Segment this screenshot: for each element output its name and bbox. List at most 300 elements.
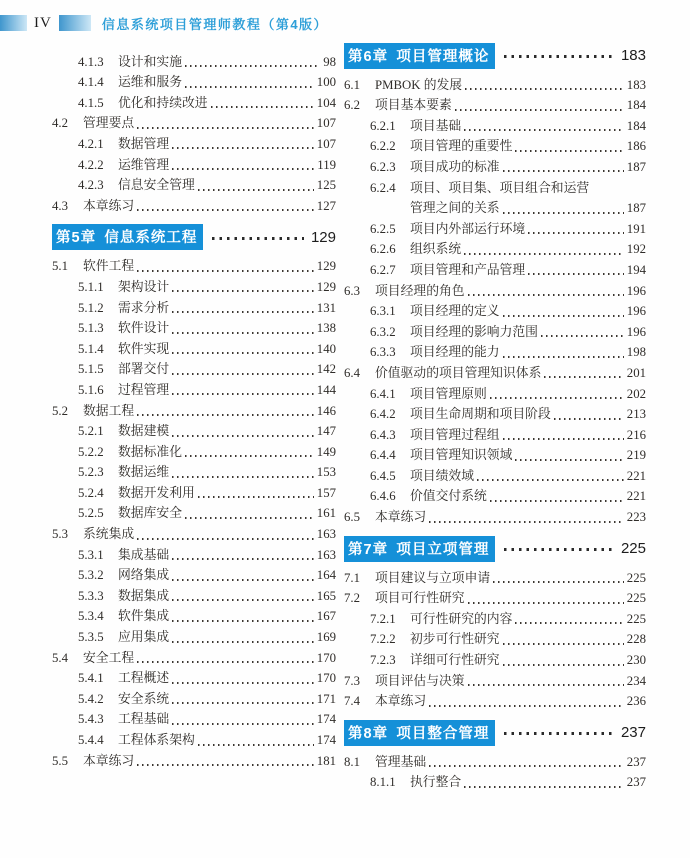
entry-title: 信息安全管理 xyxy=(118,178,195,193)
header-accent-bar-icon xyxy=(59,15,91,31)
dot-leader xyxy=(172,641,314,643)
toc-entry xyxy=(344,506,646,527)
entry-page-number: 216 xyxy=(626,427,646,442)
toc-entry xyxy=(52,338,336,359)
entry-number: 4.2.3 xyxy=(78,178,104,193)
entry-page-number: 223 xyxy=(626,510,646,525)
entry-title: 执行整合 xyxy=(410,775,462,790)
toc-entry xyxy=(344,772,646,793)
entry-number: 5.3 xyxy=(52,527,68,542)
entry-title: 集成基础 xyxy=(118,547,170,562)
dot-leader xyxy=(172,599,314,601)
entry-title: 运维管理 xyxy=(118,157,170,172)
dot-leader xyxy=(503,438,624,440)
toc-right-column xyxy=(344,44,646,792)
entry-title: 项目内外部运行环境 xyxy=(410,221,526,236)
dot-leader xyxy=(515,150,623,152)
dot-leader xyxy=(137,414,314,416)
entry-title: 过程管理 xyxy=(118,382,170,397)
entry-number: 4.1.5 xyxy=(78,95,104,110)
chapter-page-number: 183 xyxy=(620,47,646,64)
book-title: 信息系统项目管理师教程（第4版） xyxy=(101,16,329,32)
entry-title: 软件实现 xyxy=(118,341,170,356)
entry-title: 项目基础 xyxy=(410,118,462,133)
entry-number: 5.2 xyxy=(52,403,68,418)
entry-page-number: 228 xyxy=(626,632,646,647)
dot-leader xyxy=(172,682,314,684)
toc-entry xyxy=(52,585,336,606)
dot-leader xyxy=(490,500,624,502)
entry-page-number: 187 xyxy=(626,201,646,216)
entry-title: 数据管理 xyxy=(118,136,170,151)
dot-leader xyxy=(464,786,624,788)
entry-page-number: 236 xyxy=(626,694,646,709)
entry-number: 5.1.1 xyxy=(78,279,104,294)
entry-page-number: 138 xyxy=(316,321,336,336)
toc-entry xyxy=(344,567,646,588)
dot-leader xyxy=(185,517,314,519)
entry-title: 工程体系架构 xyxy=(118,733,195,747)
entry-number: 6.4.5 xyxy=(370,468,396,483)
entry-title: 项目管理过程组 xyxy=(410,427,500,442)
page-number-label: IV xyxy=(34,14,52,31)
entry-number: 6.2 xyxy=(344,98,360,113)
dot-leader xyxy=(477,479,624,481)
toc-entry xyxy=(344,342,646,363)
toc-entry xyxy=(52,729,336,750)
toc-entry xyxy=(52,318,336,339)
toc-entry xyxy=(52,523,336,544)
toc-entry-continuation xyxy=(344,198,646,219)
toc-entry xyxy=(344,177,646,198)
entry-page-number: 191 xyxy=(626,221,646,236)
entry-number: 7.3 xyxy=(344,673,360,688)
entry-title: 数据集成 xyxy=(118,588,170,603)
entry-page-number: 119 xyxy=(317,157,336,172)
chapter-page-number: 225 xyxy=(620,540,646,558)
dot-leader xyxy=(503,664,624,666)
entry-page-number: 169 xyxy=(316,630,336,645)
entry-page-number: 171 xyxy=(316,691,336,706)
toc-entry xyxy=(344,95,646,116)
toc-entry xyxy=(344,670,646,691)
dot-leader xyxy=(185,65,320,67)
entry-page-number: 187 xyxy=(626,159,646,174)
entry-page-number: 142 xyxy=(316,362,336,377)
entry-page-number: 186 xyxy=(626,139,646,154)
dot-leader xyxy=(503,170,624,172)
entry-title: 项目生命周期和项目阶段 xyxy=(410,407,551,422)
entry-page-number: 192 xyxy=(626,242,646,257)
entry-title: PMBOK 的发展 xyxy=(375,77,463,92)
entry-number: 5.2.2 xyxy=(78,444,104,459)
entry-number: 5.1.6 xyxy=(78,382,104,397)
toc-entry xyxy=(52,688,336,709)
dot-leader xyxy=(172,373,314,375)
entry-number: 4.2 xyxy=(52,116,68,131)
entry-page-number: 164 xyxy=(316,568,336,583)
entry-number: 5.3.4 xyxy=(78,609,104,624)
toc-entry xyxy=(52,626,336,647)
dot-leader xyxy=(503,315,624,317)
entry-number: 6.2.7 xyxy=(370,262,396,277)
header-accent-bar-icon xyxy=(0,15,27,31)
entry-number: 5.4.3 xyxy=(78,712,104,727)
toc-entry xyxy=(52,92,336,113)
entry-number: 6.3.2 xyxy=(370,324,396,339)
entry-title: 项目经理的定义 xyxy=(410,304,500,319)
entry-number: 8.1.1 xyxy=(370,775,396,790)
entry-page-number: 170 xyxy=(316,671,336,686)
entry-page-number: 125 xyxy=(316,178,336,193)
entry-page-number: 104 xyxy=(316,95,336,110)
entry-title: 项目绩效域 xyxy=(410,468,474,483)
entry-number: 5.4.1 xyxy=(78,671,104,686)
entry-page-number: 157 xyxy=(316,485,336,500)
entry-page-number: 174 xyxy=(316,712,336,727)
entry-page-number: 202 xyxy=(626,386,646,401)
toc-entry xyxy=(344,465,646,486)
toc-chapter-row xyxy=(52,226,336,249)
entry-title: 项目基本要素 xyxy=(375,98,452,113)
toc-entry xyxy=(344,608,646,629)
toc-entry xyxy=(344,239,646,260)
toc-entry xyxy=(344,259,646,280)
entry-number: 5.4.2 xyxy=(78,691,104,706)
entry-page-number: 237 xyxy=(626,775,646,790)
entry-number: 6.2.3 xyxy=(370,159,396,174)
dot-leader xyxy=(493,581,624,583)
entry-title: 软件工程 xyxy=(83,259,135,274)
entry-number: 5.1 xyxy=(52,259,68,274)
toc-entry xyxy=(52,709,336,730)
dot-leader xyxy=(172,147,314,149)
entry-page-number: 167 xyxy=(316,609,336,624)
entry-number: 7.2.1 xyxy=(370,611,396,626)
dot-leader xyxy=(528,273,624,275)
entry-page-number: 213 xyxy=(626,407,646,422)
entry-number: 5.1.4 xyxy=(78,341,104,356)
toc-entry xyxy=(52,462,336,483)
chapter-heading-badge: 第8章 项目整合管理 xyxy=(344,720,495,746)
entry-number: 7.2 xyxy=(344,591,360,606)
entry-number: 5.4 xyxy=(52,650,68,665)
dot-leader xyxy=(172,393,314,395)
entry-page-number: 129 xyxy=(316,279,336,294)
chapter-page-number: 237 xyxy=(620,724,646,742)
toc-entry xyxy=(344,691,646,712)
toc-entry xyxy=(52,482,336,503)
entry-number: 5.3.5 xyxy=(78,630,104,645)
entry-number: 5.1.5 xyxy=(78,362,104,377)
dot-leader xyxy=(503,356,624,358)
entry-number: 6.4.1 xyxy=(370,386,396,401)
entry-page-number: 225 xyxy=(626,591,646,606)
toc-entry xyxy=(52,606,336,627)
toc-chapter-row xyxy=(344,537,646,560)
toc-entry xyxy=(344,629,646,650)
toc-entry xyxy=(52,72,336,93)
toc-entry xyxy=(344,588,646,609)
dot-leader xyxy=(137,209,314,211)
toc-entry xyxy=(344,404,646,425)
dot-leader xyxy=(429,705,624,707)
entry-title: 数据运维 xyxy=(118,465,170,480)
entry-page-number: 219 xyxy=(626,448,646,463)
dot-leader xyxy=(465,88,624,90)
entry-number: 4.1.4 xyxy=(78,75,104,90)
entry-page-number: 196 xyxy=(626,283,646,298)
entry-title: 项目管理知识领域 xyxy=(410,448,513,463)
entry-page-number: 165 xyxy=(316,588,336,603)
entry-title: 项目建议与立项申请 xyxy=(375,570,491,585)
dot-leader xyxy=(515,459,623,461)
entry-page-number: 161 xyxy=(316,506,336,521)
toc-entry xyxy=(52,379,336,400)
dot-leader xyxy=(429,521,624,523)
dot-leader xyxy=(541,335,624,337)
entry-page-number: 129 xyxy=(316,259,336,274)
entry-title: 管理基础 xyxy=(375,754,427,769)
entry-number: 7.2.3 xyxy=(370,653,396,668)
entry-number: 5.4.4 xyxy=(78,733,104,747)
entry-title: 需求分析 xyxy=(118,300,170,315)
chapter-heading-badge: 第7章 项目立项管理 xyxy=(344,536,495,562)
toc-entry xyxy=(52,276,336,297)
entry-title: 安全系统 xyxy=(118,691,170,706)
entry-page-number: 131 xyxy=(316,300,336,315)
entry-number: 7.2.2 xyxy=(370,632,396,647)
entry-number: 5.1.2 xyxy=(78,300,104,315)
entry-number: 6.3.3 xyxy=(370,345,396,360)
entry-page-number: 174 xyxy=(316,733,336,747)
entry-title: 软件集成 xyxy=(118,609,170,624)
entry-title: 项目管理和产品管理 xyxy=(410,262,526,277)
toc-entry xyxy=(52,51,336,72)
dot-leader xyxy=(198,496,314,498)
toc-entry xyxy=(52,400,336,421)
toc-entry xyxy=(344,321,646,342)
entry-number: 5.3.2 xyxy=(78,568,104,583)
dot-leader xyxy=(211,106,314,108)
toc-entry xyxy=(52,256,336,277)
toc-entry xyxy=(344,649,646,670)
toc-entry xyxy=(52,195,336,216)
dot-leader xyxy=(503,212,624,214)
entry-title: 管理要点 xyxy=(83,116,135,131)
entry-page-number: 221 xyxy=(626,468,646,483)
dot-leader xyxy=(172,702,314,704)
entry-number: 6.2.2 xyxy=(370,139,396,154)
dot-leader xyxy=(198,189,314,191)
entry-page-number: 184 xyxy=(626,98,646,113)
toc-entry xyxy=(52,565,336,586)
entry-number: 5.2.4 xyxy=(78,485,104,500)
toc-entry xyxy=(344,301,646,322)
entry-page-number: 98 xyxy=(323,54,336,69)
dot-leader xyxy=(455,109,624,111)
entry-page-number: 221 xyxy=(626,489,646,504)
entry-title: 本章练习 xyxy=(83,753,135,768)
dot-leader xyxy=(198,744,314,746)
entry-number: 4.2.1 xyxy=(78,136,104,151)
entry-title: 安全工程 xyxy=(83,650,135,665)
entry-title: 工程基础 xyxy=(118,712,170,727)
toc-entry xyxy=(344,156,646,177)
entry-page-number: 183 xyxy=(626,77,646,92)
entry-number: 4.2.2 xyxy=(78,157,104,172)
dot-leader xyxy=(515,622,623,624)
dot-leader xyxy=(468,684,624,686)
toc-entry xyxy=(344,383,646,404)
toc-entry xyxy=(52,544,336,565)
dot-leader xyxy=(528,232,624,234)
dot-leader xyxy=(468,294,624,296)
dot-leader xyxy=(137,538,314,540)
entry-page-number: 100 xyxy=(316,75,336,90)
entry-number: 5.2.5 xyxy=(78,506,104,521)
entry-title: 管理之间的关系 xyxy=(410,201,500,216)
dot-leader xyxy=(137,127,314,129)
entry-title: 设计和实施 xyxy=(118,54,182,69)
toc-chapter-row xyxy=(344,44,646,67)
entry-title: 价值驱动的项目管理知识体系 xyxy=(375,365,542,380)
entry-page-number: 196 xyxy=(626,304,646,319)
entry-title: 初步可行性研究 xyxy=(410,632,500,647)
dot-leader xyxy=(503,643,624,645)
entry-title: 可行性研究的内容 xyxy=(410,611,513,626)
toc-entry xyxy=(52,359,336,380)
entry-title: 本章练习 xyxy=(375,694,427,709)
toc-entry xyxy=(344,218,646,239)
entry-number: 7.1 xyxy=(344,570,360,585)
entry-title: 本章练习 xyxy=(83,198,135,213)
entry-page-number: 144 xyxy=(316,382,336,397)
chapter-heading-badge: 第6章 项目管理概论 xyxy=(344,43,495,69)
entry-page-number: 107 xyxy=(316,136,336,151)
toc-entry xyxy=(344,362,646,383)
entry-page-number: 163 xyxy=(316,527,336,542)
dot-leader xyxy=(172,332,314,334)
toc-entry xyxy=(52,175,336,196)
toc-entry xyxy=(52,647,336,668)
dot-leader xyxy=(464,253,624,255)
entry-number: 6.4.3 xyxy=(370,427,396,442)
entry-page-number: 163 xyxy=(316,547,336,562)
toc-entry xyxy=(344,445,646,466)
toc-entry xyxy=(52,750,336,771)
entry-number: 4.3 xyxy=(52,198,68,213)
dot-leader xyxy=(185,455,314,457)
toc-entry xyxy=(52,668,336,689)
entry-number: 6.4.4 xyxy=(370,448,396,463)
entry-number: 6.5 xyxy=(344,510,360,525)
entry-page-number: 153 xyxy=(316,465,336,480)
dot-leader xyxy=(490,397,624,399)
entry-number: 6.2.1 xyxy=(370,118,396,133)
toc-entry xyxy=(344,424,646,445)
entry-title: 数据工程 xyxy=(83,403,135,418)
dot-leader xyxy=(504,548,614,551)
entry-page-number: 237 xyxy=(626,754,646,769)
entry-title: 应用集成 xyxy=(118,630,170,645)
entry-title: 项目成功的标准 xyxy=(410,159,500,174)
dot-leader xyxy=(172,435,314,437)
entry-number: 6.3 xyxy=(344,283,360,298)
entry-page-number: 201 xyxy=(626,365,646,380)
dot-leader xyxy=(137,661,314,663)
dot-leader xyxy=(172,620,314,622)
entry-page-number: 140 xyxy=(316,341,336,356)
toc-entry xyxy=(52,297,336,318)
entry-title: 项目管理原则 xyxy=(410,386,487,401)
dot-leader xyxy=(185,86,314,88)
entry-number: 4.1.3 xyxy=(78,54,104,69)
toc-entry xyxy=(344,74,646,95)
dot-leader xyxy=(554,418,624,420)
entry-number: 5.2.1 xyxy=(78,424,104,439)
entry-number: 5.1.3 xyxy=(78,321,104,336)
toc-entry xyxy=(344,136,646,157)
entry-title: 系统集成 xyxy=(83,527,135,542)
entry-title: 架构设计 xyxy=(118,279,170,294)
entry-page-number: 127 xyxy=(316,198,336,213)
entry-title: 运维和服务 xyxy=(118,75,182,90)
dot-leader xyxy=(172,290,314,292)
entry-title: 组织系统 xyxy=(410,242,462,257)
entry-title: 软件设计 xyxy=(118,321,170,336)
toc-left-column xyxy=(52,44,336,792)
chapter-page-number: 129 xyxy=(310,228,336,246)
entry-title: 项目可行性研究 xyxy=(375,591,465,606)
entry-page-number: 181 xyxy=(316,753,336,768)
entry-number: 6.3.1 xyxy=(370,304,396,319)
dot-leader xyxy=(137,764,314,766)
entry-page-number: 147 xyxy=(316,424,336,439)
entry-page-number: 225 xyxy=(626,570,646,585)
dot-leader xyxy=(504,55,614,58)
entry-page-number: 196 xyxy=(626,324,646,339)
entry-number: 5.5 xyxy=(52,753,68,768)
entry-number: 6.4.6 xyxy=(370,489,396,504)
entry-page-number: 194 xyxy=(626,262,646,277)
entry-number: 6.2.4 xyxy=(370,180,396,195)
entry-number: 5.2.3 xyxy=(78,465,104,480)
toc-entry xyxy=(344,115,646,136)
dot-leader xyxy=(172,352,314,354)
entry-title: 数据开发利用 xyxy=(118,485,195,500)
entry-title: 项目经理的能力 xyxy=(410,345,500,360)
entry-title: 项目管理的重要性 xyxy=(410,139,513,154)
entry-page-number: 198 xyxy=(626,345,646,360)
entry-number: 5.3.3 xyxy=(78,588,104,603)
toc-chapter-row xyxy=(344,721,646,744)
entry-number: 6.2.5 xyxy=(370,221,396,236)
toc-entry xyxy=(344,486,646,507)
dot-leader xyxy=(172,558,314,560)
dot-leader xyxy=(172,723,314,725)
dot-leader xyxy=(468,602,624,604)
entry-title: 部署交付 xyxy=(118,362,170,377)
entry-number: 6.4 xyxy=(344,365,360,380)
dot-leader xyxy=(212,237,304,240)
entry-title: 本章练习 xyxy=(375,510,427,525)
chapter-heading-badge: 第5章 信息系统工程 xyxy=(52,224,203,250)
entry-number: 8.1 xyxy=(344,754,360,769)
entry-title: 项目评估与决策 xyxy=(375,673,465,688)
entry-page-number: 107 xyxy=(316,116,336,131)
entry-page-number: 170 xyxy=(316,650,336,665)
